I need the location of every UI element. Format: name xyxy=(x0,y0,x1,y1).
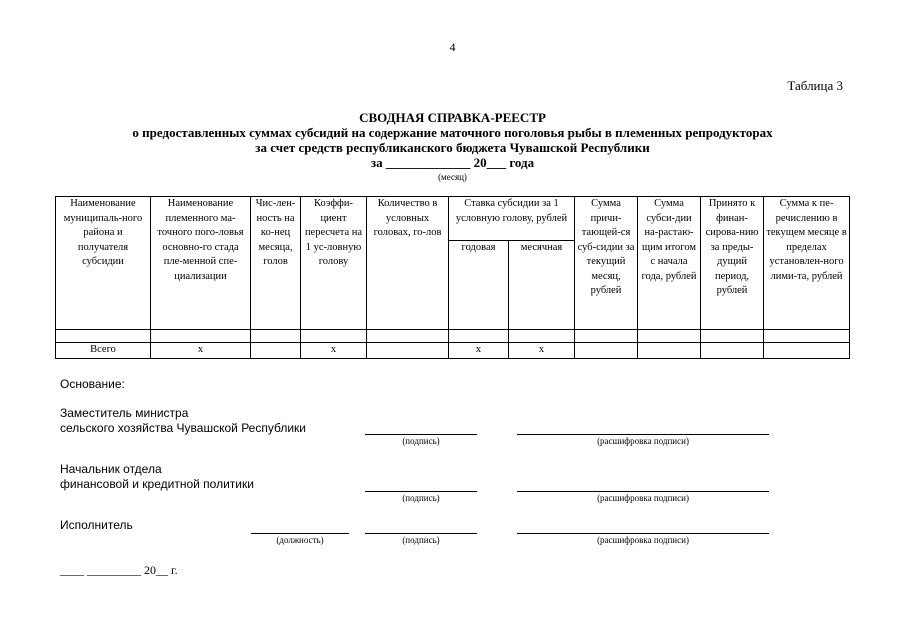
month-caption: (месяц) xyxy=(438,172,467,182)
basis-label: Основание: xyxy=(60,377,125,391)
header-subcell: годовая xyxy=(449,241,509,330)
header-cell-rate: Ставка субсидии за 1 условную голову, рублей xyxy=(449,197,575,241)
total-cell: х xyxy=(509,343,575,359)
document-subtitle: о предоставленных суммах субсидий на содержание маточного поголовья рыбы в племенных репродукторах xyxy=(132,125,773,140)
signature-line xyxy=(365,434,477,435)
signature-caption: (подпись) xyxy=(402,535,440,545)
document-subtitle-2: за счет средств республиканского бюджета Чувашской Республики xyxy=(255,140,650,155)
date-line: ____ _________ 20__ г. xyxy=(60,563,178,577)
signature-decode-line xyxy=(517,533,769,534)
signer-title: финансовой и кредитной политики xyxy=(60,477,254,491)
signature-line xyxy=(365,491,477,492)
table-row xyxy=(56,330,850,343)
header-cell: Сумма причи-тающей-ся суб-сидии за текущий месяц, рублей xyxy=(575,197,638,330)
period-line: за _____________ 20___ года xyxy=(370,155,535,170)
signer-title: Начальник отдела xyxy=(60,462,162,476)
total-row xyxy=(56,343,850,359)
total-cell xyxy=(638,343,701,359)
signer-title: Заместитель министра xyxy=(60,406,189,420)
total-cell: х xyxy=(151,343,251,359)
header-cell: Наименование племенного ма-точного пого-ловья основно-го стада пле-менной спе-циализации xyxy=(151,197,251,330)
header-cell: Сумма к пе-речислению в текущем месяце в пределах установлен-ного лими-та, рублей xyxy=(764,197,850,330)
header-cell: Коэффи-циент пересчета на 1 ус-ловную голову xyxy=(301,197,367,330)
registry-table xyxy=(55,196,850,359)
signature-decode-caption: (расшифровка подписи) xyxy=(597,535,689,545)
signature-decode-caption: (расшифровка подписи) xyxy=(597,436,689,446)
signer-title: сельского хозяйства Чувашской Республики xyxy=(60,421,306,435)
header-cell: Сумма субси-дии на-растаю-щим итогом с начала года, рублей xyxy=(638,197,701,330)
total-cell xyxy=(367,343,449,359)
table-label: Таблица 3 xyxy=(787,78,843,93)
total-cell xyxy=(251,343,301,359)
signer-title: Исполнитель xyxy=(60,518,133,532)
signature-caption: (подпись) xyxy=(402,436,440,446)
signature-line xyxy=(365,533,477,534)
total-cell: х xyxy=(449,343,509,359)
signature-decode-line xyxy=(517,434,769,435)
total-cell xyxy=(701,343,764,359)
header-cell: Чис-лен-ность на ко-нец месяца, голов xyxy=(251,197,301,330)
page-number: 4 xyxy=(449,40,456,54)
signature-decode-caption: (расшифровка подписи) xyxy=(597,493,689,503)
document-title: СВОДНАЯ СПРАВКА-РЕЕСТР xyxy=(359,110,546,125)
signature-caption: (подпись) xyxy=(402,493,440,503)
total-label: Всего xyxy=(56,343,151,359)
signature-decode-line xyxy=(517,491,769,492)
position-caption: (должность) xyxy=(276,535,324,545)
header-cell: Количество в условных головах, го-лов xyxy=(367,197,449,330)
header-subcell: месячная xyxy=(509,241,575,330)
position-line xyxy=(251,533,349,534)
total-cell: х xyxy=(301,343,367,359)
header-cell: Наименование муниципаль-ного района и получателя субсидии xyxy=(56,197,151,330)
header-cell: Принято к финан-сирова-нию за преды-дущий период, рублей xyxy=(701,197,764,330)
total-cell xyxy=(575,343,638,359)
total-cell xyxy=(764,343,850,359)
